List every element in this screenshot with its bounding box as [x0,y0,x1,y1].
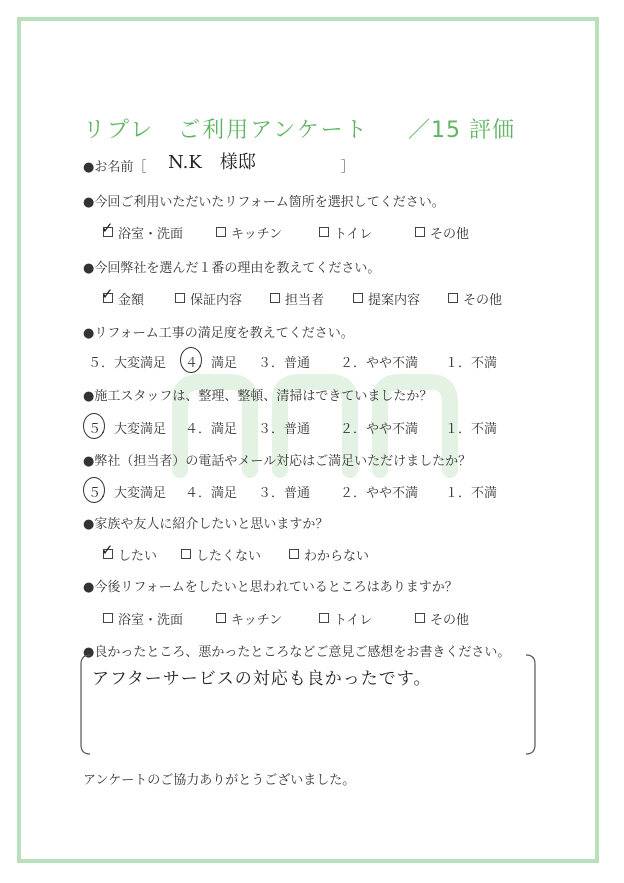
checkbox-icon[interactable] [353,293,363,303]
check-mark-icon: ✓ [101,219,114,237]
q5-option[interactable]: ４．満足 [185,486,238,501]
comment-text[interactable]: アフターサービスの対応も良かったです。 [92,669,432,689]
checkbox-icon[interactable] [289,549,299,559]
q3-option-selected[interactable]: ４．満足 [185,352,237,371]
checkbox-icon[interactable] [181,549,191,559]
closing-message: アンケートのご協力ありがとうございました。 [83,773,356,788]
checkbox-icon[interactable] [103,613,113,623]
checkbox-icon[interactable] [319,613,329,623]
q2-option[interactable]: 提案内容 [353,289,420,308]
q8-text: ●良かったところ、悪かったところなどご意見ご感想をお書きください。 [83,645,511,660]
q4-option[interactable]: ２．やや不満 [340,422,419,437]
q5-option-selected[interactable]: ５．大変満足 [88,482,166,501]
name-close-bracket: ］ [341,160,355,175]
q1-text: ●今回ご利用いただいたリフォーム箇所を選択してください。 [83,195,445,210]
name-value[interactable]: N.K 様邸 [168,152,256,173]
title-row [83,113,523,143]
q1-option[interactable]: トイレ [319,223,372,242]
checkbox-icon[interactable] [175,293,185,303]
q2-text: ●今回弊社を選んだ１番の理由を教えてください。 [83,261,381,276]
page-title: リプレ ご利用アンケート [83,118,369,143]
q7-text: ●今後リフォームをしたいと思われているところはありますか？ [83,580,458,595]
q5-option[interactable]: ２．やや不満 [340,486,419,501]
q6-option[interactable]: したくない [181,545,261,564]
selection-circle-icon [83,413,105,439]
q7-option[interactable]: その他 [415,609,469,628]
q3-option[interactable]: １．不満 [445,356,498,371]
checkbox-icon[interactable] [216,613,226,623]
q7-option[interactable]: 浴室・洗面 [103,609,183,628]
q5-option[interactable]: ３．普通 [258,486,311,501]
q2-option[interactable]: 保証内容 [175,289,242,308]
checkbox-icon[interactable] [101,285,114,303]
check-mark-icon: ✓ [101,285,114,303]
q6-text: ●家族や友人に紹介したいと思いますか？ [83,517,329,532]
q7-option[interactable]: トイレ [319,609,372,628]
q4-option-selected[interactable]: ５．大変満足 [88,418,166,437]
checkbox-icon[interactable] [448,293,458,303]
q2-option[interactable]: ✓ 金額 [101,285,145,308]
q1-option[interactable]: その他 [415,223,469,242]
q4-text: ●施工スタッフは、整理、整頓、清掃はできていましたか？ [83,389,433,404]
name-label: ●お名前［ [83,160,147,175]
q2-option[interactable]: その他 [448,289,502,308]
q3-text: ●リフォーム工事の満足度を教えてください。 [83,326,354,341]
checkbox-icon[interactable] [216,227,226,237]
checkbox-icon[interactable] [319,227,329,237]
q7-option[interactable]: キッチン [216,609,282,628]
selection-circle-icon [180,347,202,373]
q6-option[interactable]: ✓ したい [101,541,158,564]
q1-option[interactable]: キッチン [216,223,282,242]
q3-option[interactable]: ５．大変満足 [88,356,167,371]
selection-circle-icon [83,477,105,503]
q3-option[interactable]: ２．やや不満 [340,356,419,371]
q5-text: ●弊社（担当者）の電話やメール対応はご満足いただけましたか？ [83,454,472,469]
q3-option[interactable]: ３．普通 [258,356,311,371]
q5-option[interactable]: １．不満 [445,486,498,501]
score-label: ／15 評価 [408,118,515,143]
q6-option[interactable]: わからない [289,545,369,564]
checkbox-icon[interactable] [270,293,280,303]
q4-option[interactable]: ４．満足 [185,422,238,437]
checkbox-icon[interactable] [415,613,425,623]
q1-option[interactable]: ✓ 浴室・洗面 [101,219,184,242]
q4-option[interactable]: ３．普通 [258,422,311,437]
checkbox-icon[interactable] [101,219,114,237]
q2-option[interactable]: 担当者 [270,289,324,308]
checkbox-icon[interactable] [415,227,425,237]
check-mark-icon: ✓ [101,541,114,559]
q4-option[interactable]: １．不満 [445,422,498,437]
checkbox-icon[interactable] [101,541,114,559]
